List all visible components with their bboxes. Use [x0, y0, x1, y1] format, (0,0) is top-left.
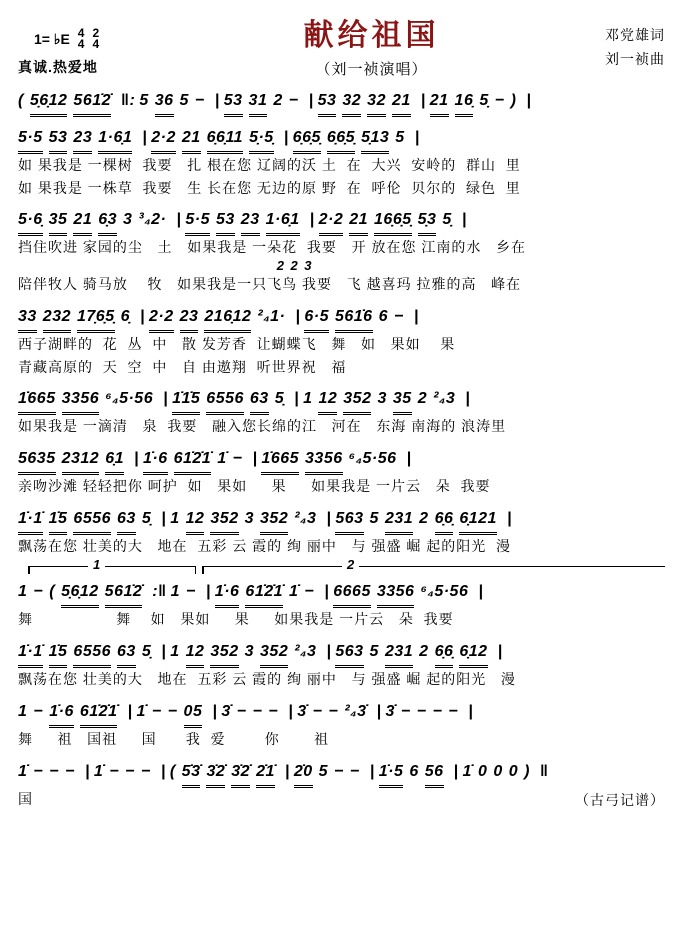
volta-bracket-2: [202, 557, 665, 578]
jianpu-line: 1̇ − − − | 1̇ − − − | ( 5̇3̇ 3̇2̇ 3̇2̇ 2̇1̇ | 2̇0 5 − − | 1̇·5 6 56 | 1̇ 0 0 0 ) ‖: [18, 760, 665, 788]
header: [18, 10, 665, 79]
lyrics-line: 亲吻沙滩 轻轻把你 呵护 如 果如 果 如果我是 一片云 朵 我要: [18, 478, 491, 495]
lyrics-line-verse1: 挡住吹进 家园的尘 土 如果我是 一朵花 我要 开 放在您 江南的水 乡在: [18, 239, 527, 256]
credits: [555, 10, 665, 72]
volta-1-label: 1: [88, 557, 105, 572]
ossia-notes: 2 2 3: [276, 258, 312, 274]
expression-marking: 真诚.热爱地: [18, 58, 98, 75]
lyricist-credit: 邓党雄词: [605, 27, 665, 43]
performer-subtitle: （刘一祯演唱）: [315, 61, 428, 78]
jianpu-line: ( 5̣6̣12 561̇2̇ ‖: 5 36 5 − | 53 31 2 − | 53 32 32 21 | 21 16̣ 5̣ − ) |: [18, 89, 665, 117]
volta-2-label: 2: [342, 557, 359, 572]
song-title: 献给祖国: [303, 19, 440, 52]
jianpu-line: 33 232 17̣6̣5̣ 6̣ | 2·2 23 216̣12 ²₄1· | 6·5 561̇6 6 − |: [18, 305, 665, 333]
key-signature-block: [18, 10, 188, 77]
system-4: [18, 305, 665, 378]
system-6: [18, 447, 665, 498]
system-9: [18, 640, 665, 691]
system-7: [18, 507, 665, 558]
lyrics-line-verse1: 如 果我是 一棵树 我要 扎 根在您 辽阔的沃 土 在 大兴 安岭的 群山 里: [18, 157, 521, 173]
lyrics-line: 飘荡在您 壮美的大 地在 五彩 云 霞的 绚 丽中 与 强盛 崛 起的阳光 漫: [18, 671, 516, 688]
jianpu-line: 1̇·1̇ 1̇5 6556 63 5̣ | 1 12 352 3 352 ²₄3 | 563 5 231 2 6̣6̣ 6̣121 |: [18, 507, 665, 535]
lyrics-line-verse2: 如 果我是 一株草 我要 生 长在您 无边的原 野 在 呼伦 贝尔的 绿色 里: [18, 179, 521, 196]
jianpu-line: 1 − ( 5̣6̣12 561̇2̇ :‖ 1 − | 1̇·6 61̇2̇1̇ 1̇ − | 6665 3356 ⁶₄5·56 |: [18, 580, 665, 608]
system-11: [18, 760, 665, 811]
volta-bracket-1: [28, 557, 196, 578]
lyrics-line-verse1: 西子湖畔的 花 丛 中 散 发芳香 让蝴蝶飞 舞 如 果如 果: [18, 336, 456, 353]
lyrics-line-verse2: 陪伴牧人 骑马放 牧 如果我是一只飞鸟 我要 飞 越喜玛 拉雅的高 峰在: [18, 276, 522, 293]
jianpu-line: 1 − 1̇·6 61̇2̇1̇ | 1̇ − − 05 | 3̇ − − − | 3̇ − − ²₄3̇ | 3̇ − − − − |: [18, 700, 665, 728]
time-signature-1: 4 4: [77, 26, 85, 52]
key-signature: 1= ♭E: [34, 30, 70, 47]
system-5: [18, 387, 665, 438]
volta-brackets: [28, 557, 665, 578]
title-block: [188, 10, 555, 79]
composer-credit: 刘一祯曲: [605, 50, 665, 67]
lyrics-line: 舞 祖 国祖 国 我 爱 你 祖: [18, 730, 330, 747]
transcription-credit: （古弓记谱）: [575, 792, 665, 809]
system-8: [18, 580, 665, 631]
jianpu-line: 5635 2312 6̣1 | 1̇·6 61̇2̇1̇ 1̇ − | 1̇665 3356 ⁶₄5·56 |: [18, 447, 665, 475]
system-1-intro: [18, 89, 665, 117]
lyrics-line: 舞 舞 如 果如 果 如果我是 一片云 朵 我要: [18, 611, 454, 628]
system-2: [18, 126, 665, 199]
jianpu-line: 5·5 53 23 1·6̣1 | 2·2 21 6̣6̣11 5̣·5̣ | 6̣6̣5̣ 6̣6̣5̣ 5̣13 5 |: [18, 126, 665, 154]
system-3: [18, 208, 665, 296]
lyrics-line-verse2: 青藏高原的 天 空 中 自 由遨翔 听世界祝 福: [18, 358, 347, 375]
jianpu-line: 1̇·1̇ 1̇5 6556 63 5̣ | 1 12 352 3 352 ²₄3 | 563 5 231 2 6̣6̣ 6̣12 |: [18, 640, 665, 668]
lyrics-line: 如果我是 一滴清 泉 我要 融入您长绵的江 河在 东海 南海的 浪涛里: [18, 418, 507, 435]
system-10: [18, 700, 665, 751]
lyrics-line: 国: [18, 790, 33, 807]
jianpu-line: 5·6̣ 35 21 6̣3 3 ³₄2· | 5·5 53 23 1·6̣1 | 2·2 21 16̣6̣5̣ 5̣3 5̣ |: [18, 208, 665, 236]
lyrics-line: 飘荡在您 壮美的大 地在 五彩 云 霞的 绚 丽中 与 强盛 崛 起的阳光 漫: [18, 537, 512, 554]
time-signature-2: 2 4: [92, 26, 100, 52]
jianpu-line: 1̇665 3356 ⁶₄5·56 | 1̇1̇5 6556 63 5̣ | 1 12 352 3 35 2 ²₄3 |: [18, 387, 665, 415]
